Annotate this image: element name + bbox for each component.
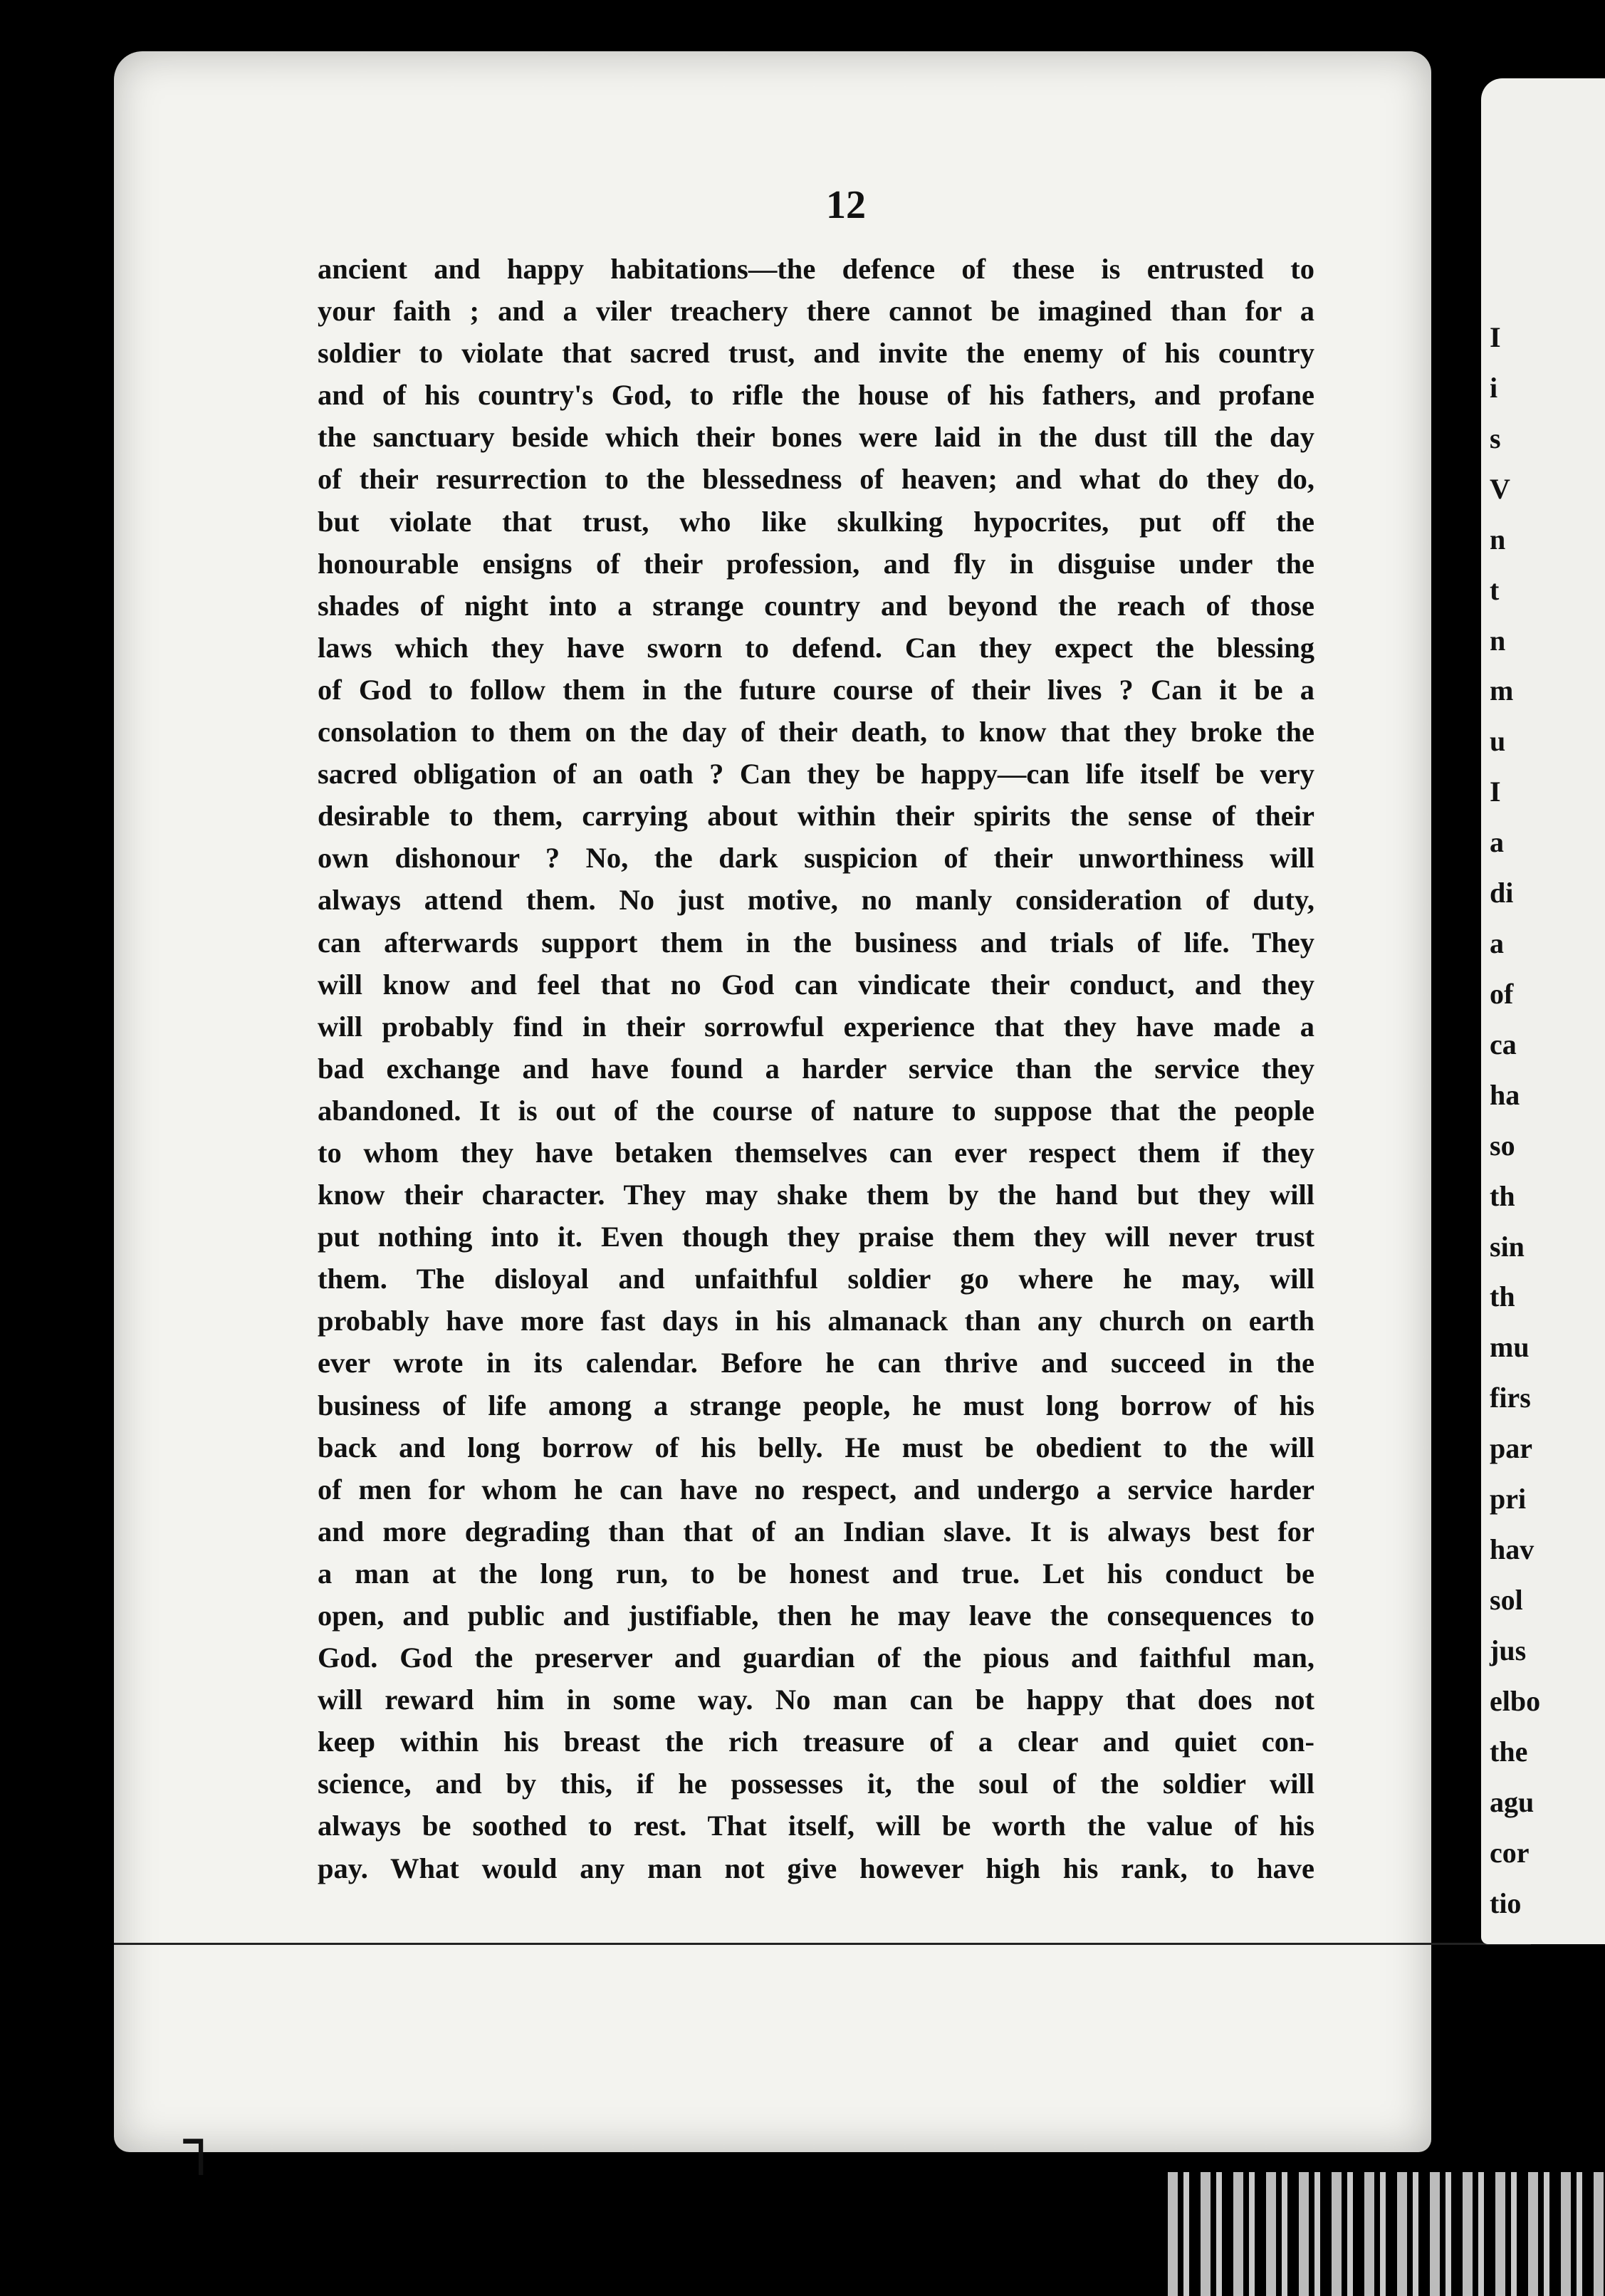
text-line: consolation to them on the day of their death, to know that they broke the (318, 716, 1314, 748)
text-line: will probably find in their sorrowful experience that they have made a (318, 1010, 1314, 1043)
adjacent-page-fragment: a (1490, 927, 1504, 960)
text-line: desirable to them, carrying about within their spirits the sense of their (318, 800, 1314, 833)
adjacent-page-fragment: th (1490, 1280, 1515, 1313)
text-line: to whom they have betaken themselves can ever respect them if they (318, 1136, 1314, 1169)
text-line: them. The disloyal and unfaithful soldier go where he may, will (318, 1263, 1314, 1295)
text-line: always attend them. No just motive, no manly consideration of duty, (318, 884, 1314, 917)
text-line: ever wrote in its calendar. Before he can thrive and succeed in the (318, 1347, 1314, 1379)
body-text (318, 248, 1314, 1889)
adjacent-page-fragment: so (1490, 1129, 1515, 1162)
text-line: and of his country's God, to rifle the house of his fathers, and profane (318, 379, 1314, 412)
text-line: own dishonour ? No, the dark suspicion of their unworthiness will (318, 842, 1314, 875)
text-line: honourable ensigns of their profession, and fly in disguise under the (318, 547, 1314, 580)
page-bottom-rule (114, 1943, 1531, 1945)
adjacent-page-fragment: a (1490, 826, 1504, 859)
adjacent-page-fragment: th (1490, 1179, 1515, 1212)
text-line: always be soothed to rest. That itself, will be worth the value of his (318, 1810, 1314, 1842)
adjacent-page-fragment: n (1490, 523, 1506, 555)
text-line: shades of night into a strange country and beyond the reach of those (318, 589, 1314, 622)
text-line: of men for whom he can have no respect, and undergo a service harder (318, 1473, 1314, 1506)
text-line: but violate that trust, who like skulking hypocrites, put off the (318, 505, 1314, 538)
text-line: of their resurrection to the blessedness of heaven; and what do they do, (318, 463, 1314, 496)
ink-mark: ┐ (184, 2108, 219, 2174)
adjacent-page-fragment: tio (1490, 1887, 1522, 1919)
text-line: pay. What would any man not give however high his rank, to have (318, 1852, 1314, 1884)
text-line: a man at the long run, to be honest and true. Let his conduct be (318, 1557, 1314, 1590)
binding-edge (1168, 2172, 1605, 2296)
adjacent-page-fragment: I (1490, 776, 1501, 808)
adjacent-page-fragment: n (1490, 624, 1506, 657)
adjacent-page-edge (1481, 78, 1605, 1944)
page-number: 12 (826, 183, 866, 227)
text-line: back and long borrow of his belly. He must be obedient to the will (318, 1431, 1314, 1463)
adjacent-page-fragment: sol (1490, 1584, 1523, 1616)
text-line: bad exchange and have found a harder service than the service they (318, 1052, 1314, 1085)
adjacent-page-fragment: firs (1490, 1382, 1531, 1414)
adjacent-page-fragment: V (1490, 472, 1510, 505)
text-line: can afterwards support them in the business and trials of life. They (318, 926, 1314, 959)
adjacent-page-fragment: m (1490, 674, 1514, 707)
adjacent-page-fragment: ha (1490, 1078, 1520, 1111)
adjacent-page-fragment: i (1490, 371, 1498, 404)
adjacent-page-fragment: par (1490, 1432, 1532, 1465)
text-line: your faith ; and a viler treachery there cannot be imagined than for a (318, 295, 1314, 328)
adjacent-page-fragment: ca (1490, 1028, 1517, 1060)
text-line: know their character. They may shake them by the hand but they will (318, 1179, 1314, 1211)
adjacent-page-fragment: cor (1490, 1836, 1530, 1869)
adjacent-page-fragment: agu (1490, 1785, 1535, 1818)
text-line: keep within his breast the rich treasure of a clear and quiet con- (318, 1726, 1314, 1758)
text-line: abandoned. It is out of the course of nature to suppose that the people (318, 1094, 1314, 1127)
adjacent-page-fragment: jus (1490, 1634, 1527, 1666)
adjacent-page-fragment: of (1490, 977, 1514, 1010)
adjacent-page-fragment: I (1490, 321, 1501, 353)
adjacent-page-fragment: sin (1490, 1230, 1525, 1263)
text-line: sacred obligation of an oath ? Can they be happy—can life itself be very (318, 758, 1314, 790)
adjacent-page-fragment: mu (1490, 1331, 1530, 1364)
adjacent-page-fragment: u (1490, 725, 1506, 758)
text-line: probably have more fast days in his almanack than any church on earth (318, 1305, 1314, 1337)
text-line: of God to follow them in the future course of their lives ? Can it be a (318, 673, 1314, 706)
text-line: God. God the preserver and guardian of the pious and faithful man, (318, 1642, 1314, 1674)
text-line: put nothing into it. Even though they praise them they will never trust (318, 1221, 1314, 1253)
text-line: laws which they have sworn to defend. Can they expect the blessing (318, 631, 1314, 664)
text-line: will know and feel that no God can vindicate their conduct, and they (318, 968, 1314, 1001)
adjacent-page-fragment: pri (1490, 1483, 1527, 1515)
text-line: ancient and happy habitations—the defence of these is entrusted to (318, 253, 1314, 285)
adjacent-page-fragment: t (1490, 573, 1500, 606)
adjacent-page-fragment: hav (1490, 1533, 1535, 1566)
text-line: soldier to violate that sacred trust, and invite the enemy of his country (318, 337, 1314, 370)
adjacent-page-fragment: di (1490, 877, 1514, 909)
text-line: the sanctuary beside which their bones were laid in the dust till the day (318, 421, 1314, 454)
text-line: open, and public and justifiable, then he may leave the consequences to (318, 1600, 1314, 1632)
text-line: will reward him in some way. No man can be happy that does not (318, 1684, 1314, 1716)
adjacent-page-fragment: the (1490, 1735, 1528, 1768)
text-line: and more degrading than that of an Indian slave. It is always best for (318, 1515, 1314, 1548)
text-line: science, and by this, if he possesses it, the soul of the soldier will (318, 1768, 1314, 1800)
adjacent-page-fragment: elbo (1490, 1684, 1541, 1717)
text-line: business of life among a strange people, he must long borrow of his (318, 1389, 1314, 1421)
adjacent-page-fragment: s (1490, 422, 1501, 454)
